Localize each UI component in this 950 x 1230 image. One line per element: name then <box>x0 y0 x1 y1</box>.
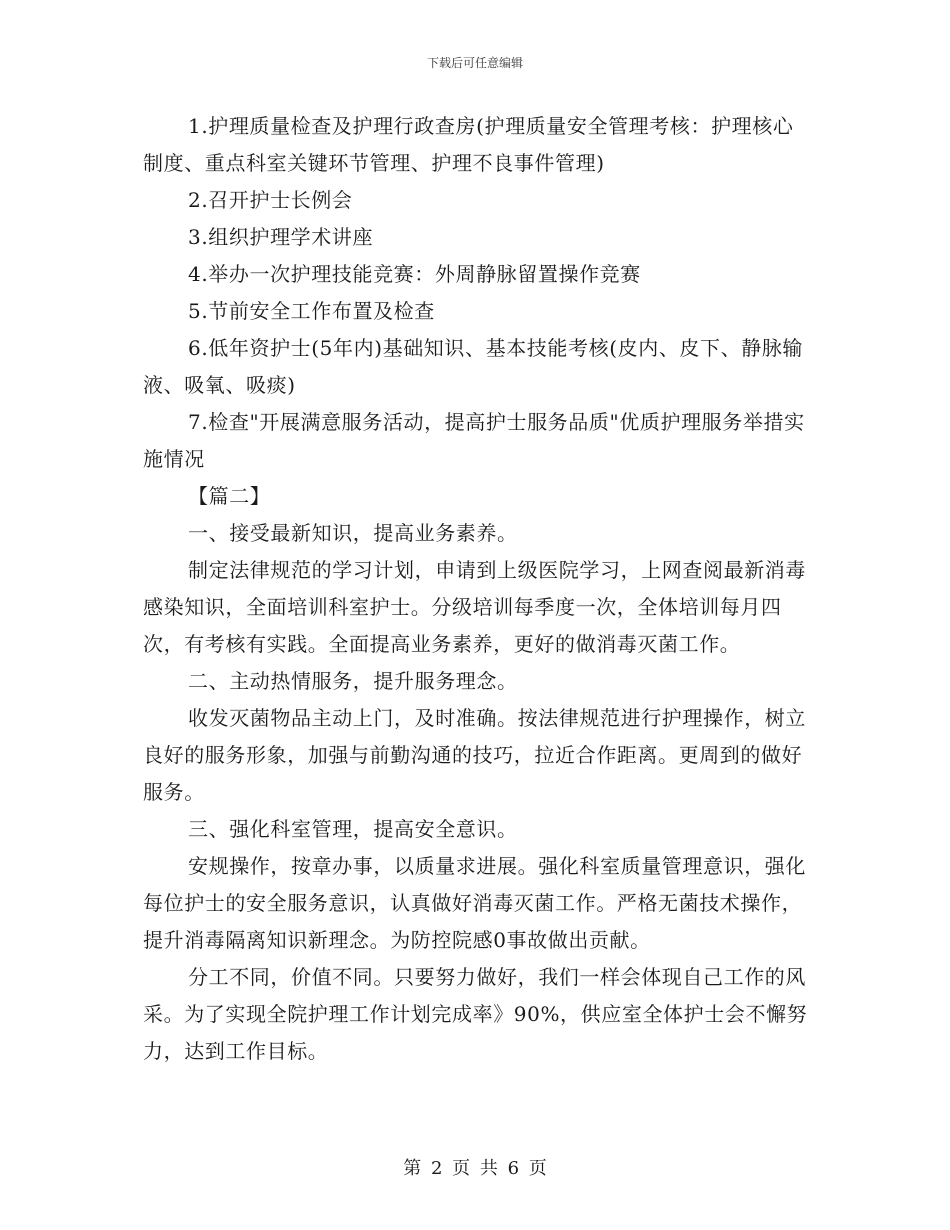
list-item-junior-nurse-assessment: 6.低年资护士(5年内)基础知识、基本技能考核(皮内、皮下、静脉输液、吸氧、吸痰) <box>143 336 804 397</box>
list-item-holiday-safety: 5.节前安全工作布置及检查 <box>188 299 435 323</box>
paragraph-service: 收发灭菌物品主动上门，及时准确。按法律规范进行护理操作，树立良好的服务形象，加强与前勤沟通的技巧，拉近合作距离。更周到的做好服务。 <box>143 706 806 804</box>
subheading-management: 三、强化科室管理，提高安全意识。 <box>188 817 518 841</box>
list-item-service-inspection: 7.检查"开展满意服务活动，提高护士服务品质"优质护理服务举措实施情况 <box>143 410 805 471</box>
subheading-service: 二、主动热情服务，提升服务理念。 <box>188 669 518 693</box>
page-header: 下载后可任意编辑 <box>426 56 523 70</box>
subheading-knowledge: 一、接受最新知识，提高业务素养。 <box>188 521 518 545</box>
list-item-skills-competition: 4.举办一次护理技能竞赛：外周静脉留置操作竞赛 <box>188 262 641 286</box>
document-body <box>143 108 808 1070</box>
list-item-head-nurse-meeting: 2.召开护士长例会 <box>188 188 353 212</box>
list-item-quality-inspection: 1.护理质量检查及护理行政查房(护理质量安全管理考核：护理核心制度、重点科室关键环节管理、护理不良事件管理) <box>143 114 794 175</box>
list-item-academic-lecture: 3.组织护理学术讲座 <box>188 225 374 249</box>
paragraph-knowledge: 制定法律规范的学习计划，申请到上级医院学习，上网查阅最新消毒感染知识，全面培训科室护士。分级培训每季度一次，全体培训每月四次，有考核有实践。全面提高业务素养，更好的做消毒灭菌工作。 <box>143 558 806 656</box>
page-number: 第 2 页 共 6 页 <box>403 1158 547 1179</box>
paragraph-conclusion: 分工不同，价值不同。只要努力做好，我们一样会体现自己工作的风采。为了实现全院护理工作计划完成率》90%，供应室全体护士会不懈努力，达到工作目标。 <box>143 965 808 1063</box>
section-heading-part-two: 【篇二】 <box>188 484 271 508</box>
paragraph-management: 安规操作，按章办事，以质量求进展。强化科室质量管理意识，强化每位护士的安全服务意识，认真做好消毒灭菌工作。严格无菌技术操作，提升消毒隔离知识新理念。为防控院感0事故做出贡献。 <box>143 854 806 952</box>
